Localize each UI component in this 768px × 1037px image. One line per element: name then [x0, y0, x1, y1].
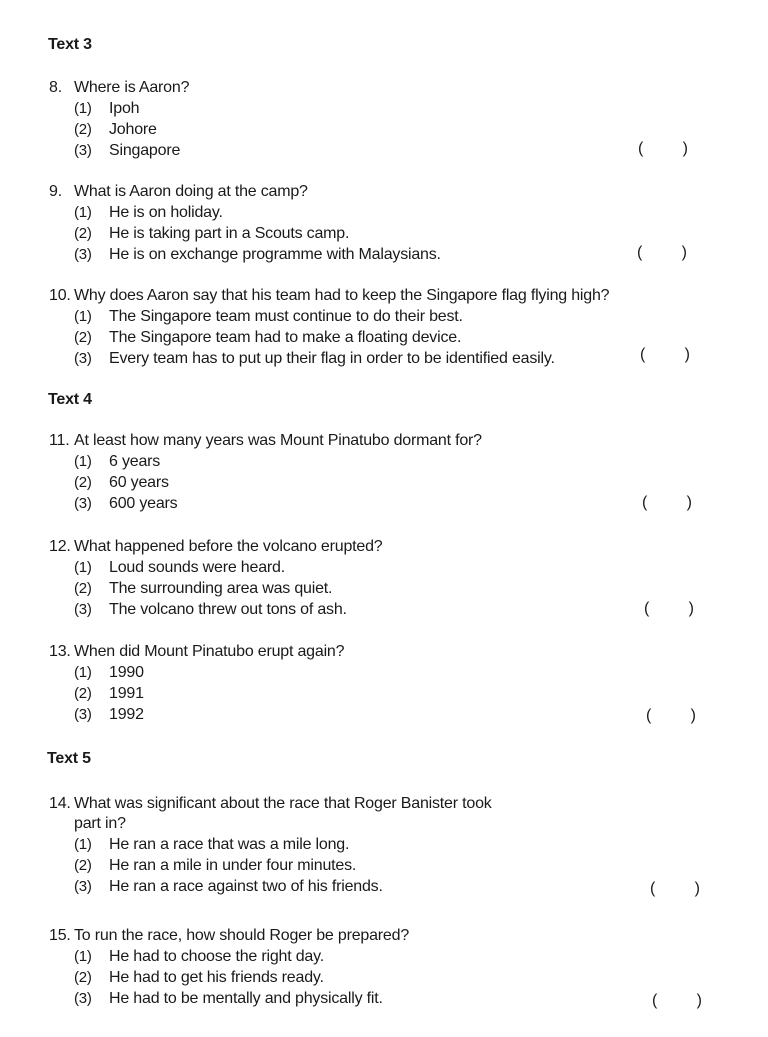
question-text: What is Aaron doing at the camp?	[74, 183, 308, 200]
question-text: To run the race, how should Roger be prepared?	[74, 927, 410, 944]
question-9	[49, 182, 441, 266]
answer-bracket-12[interactable]: ( )	[644, 600, 694, 617]
question-text: Where is Aaron?	[74, 79, 190, 96]
section-title-text-4: Text 4	[48, 391, 92, 408]
section-title-text-3: Text 3	[48, 36, 92, 53]
option-item: (2) The surrounding area was quiet.	[74, 580, 333, 597]
option-item: (1) He ran a race that was a mile long.	[74, 836, 350, 853]
option-item: (3) The volcano threw out tons of ash.	[74, 601, 347, 618]
answer-bracket-14[interactable]: ( )	[650, 880, 700, 897]
option-item: (3) He is on exchange programme with Malaysians.	[74, 246, 441, 263]
question-15	[49, 926, 409, 1010]
question-text: At least how many years was Mount Pinatubo dormant for?	[74, 432, 482, 449]
option-item: (1) 6 years	[74, 453, 161, 470]
option-item: (1) Ipoh	[74, 100, 140, 117]
option-item: (1) 1990	[74, 664, 144, 681]
option-item: (1) He had to choose the right day.	[74, 948, 324, 965]
question-10	[49, 286, 609, 370]
question-text: What happened before the volcano erupted?	[74, 538, 383, 555]
answer-bracket-15[interactable]: ( )	[652, 992, 702, 1009]
question-number: 12.	[49, 538, 71, 555]
option-item: (1) The Singapore team must continue to do their best.	[74, 308, 463, 325]
question-12	[49, 537, 382, 621]
option-item: (2) Johore	[74, 121, 157, 138]
question-11	[49, 431, 482, 515]
answer-bracket-9[interactable]: ( )	[637, 244, 687, 261]
option-item: (2) 1991	[74, 685, 144, 702]
question-text: Why does Aaron say that his team had to keep the Singapore flag flying high?	[74, 287, 610, 304]
option-item: (2) 60 years	[74, 474, 169, 491]
question-number: 15.	[49, 927, 71, 944]
question-text-continued: part in?	[74, 815, 126, 832]
option-item: (3) He had to be mentally and physically fit.	[74, 990, 383, 1007]
option-item: (2) He had to get his friends ready.	[74, 969, 324, 986]
answer-bracket-8[interactable]: ( )	[638, 140, 688, 157]
answer-bracket-11[interactable]: ( )	[642, 494, 692, 511]
question-number: 11.	[49, 432, 70, 449]
option-item: (3) He ran a race against two of his friends.	[74, 878, 383, 895]
option-item: (1) Loud sounds were heard.	[74, 559, 285, 576]
option-item: (2) He is taking part in a Scouts camp.	[74, 225, 350, 242]
question-number: 13.	[49, 643, 71, 660]
question-number: 9.	[49, 183, 62, 200]
question-13	[49, 642, 344, 726]
option-item: (3) Singapore	[74, 142, 181, 159]
option-item: (2) He ran a mile in under four minutes.	[74, 857, 357, 874]
answer-bracket-10[interactable]: ( )	[640, 346, 690, 363]
question-text: When did Mount Pinatubo erupt again?	[74, 643, 345, 660]
option-item: (3) Every team has to put up their flag in order to be identified easily.	[74, 350, 555, 367]
question-number: 10.	[49, 287, 71, 304]
option-item: (1) He is on holiday.	[74, 204, 223, 221]
question-8	[49, 78, 189, 162]
answer-bracket-13[interactable]: ( )	[646, 707, 696, 724]
question-text: What was significant about the race that Roger Banister took	[74, 795, 492, 812]
option-item: (3) 600 years	[74, 495, 178, 512]
option-item: (2) The Singapore team had to make a floating device.	[74, 329, 462, 346]
question-number: 14.	[49, 795, 71, 812]
section-title-text-5: Text 5	[47, 750, 91, 767]
option-item: (3) 1992	[74, 706, 144, 723]
question-number: 8.	[49, 79, 62, 96]
question-14	[49, 794, 492, 898]
